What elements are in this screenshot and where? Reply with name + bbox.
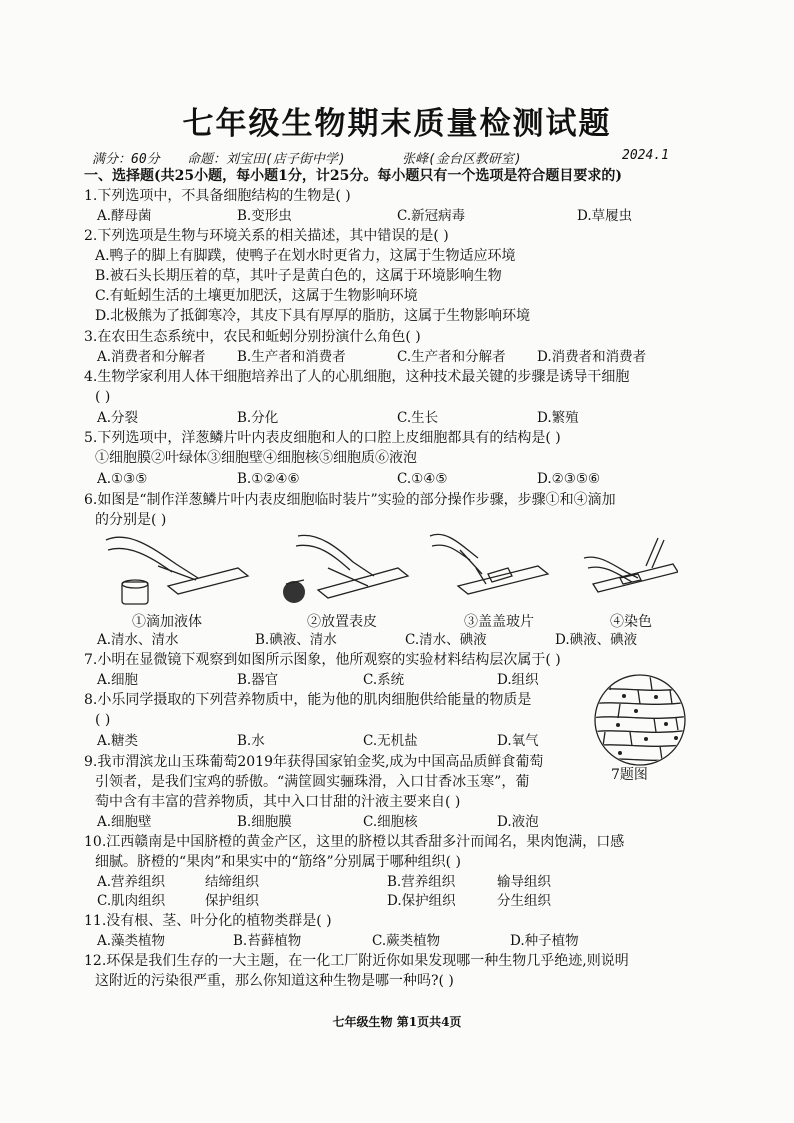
- q6-option-c: C.清水、碘液: [405, 632, 487, 648]
- question-2-stem: 2.下列选项是生物与环境关系的相关描述，其中错误的是( ): [84, 228, 449, 244]
- q8-option-d: D.氧气: [497, 733, 539, 749]
- step-2-caption: ②放置表皮: [307, 614, 377, 630]
- q4-option-a: A.分裂: [97, 410, 139, 426]
- question-10-stem-2: 细腻。脐橙的“果肉”和果实中的“筋络”分别属于哪种组织( ): [95, 854, 462, 870]
- question-11-stem: 11.没有根、茎、叶分化的植物类群是( ): [84, 913, 332, 929]
- q1-option-d: D.草履虫: [577, 208, 633, 224]
- q9-option-b: B.细胞膜: [237, 814, 292, 830]
- q6-option-d: D.碘液、碘液: [555, 632, 638, 648]
- slide-preparation-steps-figure: [98, 528, 678, 610]
- q5-option-b: B.①②④⑥: [237, 471, 300, 487]
- q5-items: ①细胞膜②叶绿体③细胞壁④细胞核⑤细胞质⑥液泡: [95, 450, 417, 466]
- q7-option-c: C.系统: [363, 672, 405, 688]
- q2-option-d: D.北极熊为了抵御寒冷，其皮下具有厚厚的脂肪，这属于生物影响环境: [95, 308, 531, 324]
- q5-option-c: C.①④⑤: [397, 471, 448, 487]
- coauthor-info: 张峰(金台区教研室): [402, 152, 522, 167]
- exam-date: 2024.1: [622, 148, 669, 163]
- step-4-drawing: [584, 538, 678, 592]
- q10-option-a-second: 结缔组织: [205, 874, 259, 890]
- q2-option-a: A.鸭子的脚上有脚蹼，使鸭子在划水时更省力，这属于生物适应环境: [95, 248, 516, 264]
- q8-option-b: B.水: [237, 733, 265, 749]
- question-8-bracket: ( ): [95, 712, 111, 728]
- q11-option-b: B.苔藓植物: [233, 933, 302, 949]
- q10-option-d: D.保护组织: [387, 893, 456, 909]
- q10-option-c-second: 保护组织: [205, 893, 259, 909]
- q8-option-a: A.糖类: [97, 733, 139, 749]
- q7-figure-caption: 7题图: [611, 767, 648, 783]
- question-6-stem-cont: 的分别是( ): [95, 512, 167, 528]
- step-3-caption: ③盖盖玻片: [464, 614, 534, 630]
- q1-option-c: C.新冠病毒: [397, 208, 466, 224]
- question-12-stem-2: 这附近的污染很严重，那么你知道这种生物是哪一种吗?( ): [95, 973, 454, 989]
- q9-option-a: A.细胞壁: [97, 814, 152, 830]
- exam-meta: [92, 148, 692, 168]
- question-9-stem: 9.我市渭滨龙山玉珠葡萄2019年获得国家铂金奖,成为中国高品质鲜食葡萄: [84, 754, 544, 770]
- score-info: 满分：60分: [92, 152, 160, 167]
- question-12-stem: 12.环保是我们生存的一大主题，在一化工厂附近你如果发现哪一种生物几乎绝迹,则说明: [84, 953, 629, 969]
- question-10-stem: 10.江西赣南是中国脐橙的黄金产区，这里的脐橙以其香甜多汁而闻名，果肉饱满，口感: [84, 834, 625, 850]
- q4-option-b: B.分化: [237, 410, 279, 426]
- question-9-stem-3: 萄中含有丰富的营养物质，其中入口甘甜的汁液主要来自( ): [95, 794, 461, 810]
- q5-option-a: A.①③⑤: [97, 471, 148, 487]
- q7-option-d: D.组织: [497, 672, 539, 688]
- q8-option-c: C.无机盐: [363, 733, 418, 749]
- q1-option-a: A.酵母菌: [97, 208, 152, 224]
- q9-option-d: D.液泡: [497, 814, 539, 830]
- q10-option-b-second: 输导组织: [497, 874, 551, 890]
- microscope-view-figure: [590, 672, 690, 768]
- step-3-drawing: [430, 534, 548, 594]
- step-2-drawing: [283, 535, 408, 603]
- q11-option-c: C.蕨类植物: [372, 933, 441, 949]
- q10-option-a: A.营养组织: [97, 874, 166, 890]
- q9-option-c: C.细胞核: [363, 814, 418, 830]
- page-title: 七年级生物期末质量检测试题: [182, 106, 612, 142]
- question-4-bracket: ( ): [95, 389, 111, 405]
- q11-option-a: A.藻类植物: [97, 933, 166, 949]
- q10-option-c: C.肌肉组织: [97, 893, 166, 909]
- q2-option-c: C.有蚯蚓生活的土壤更加肥沃，这属于生物影响环境: [95, 288, 418, 304]
- question-8-stem: 8.小乐同学摄取的下列营养物质中，能为他的肌肉细胞供给能量的物质是: [84, 692, 532, 708]
- q6-option-b: B.碘液、清水: [255, 632, 337, 648]
- question-1-stem: 1.下列选项中，不具备细胞结构的生物是( ): [84, 188, 351, 204]
- question-9-stem-2: 引领者，是我们宝鸡的骄傲。“满筐圆实骊珠滑，入口甘香冰玉寒”，葡: [95, 774, 530, 790]
- q7-option-a: A.细胞: [97, 672, 139, 688]
- q4-option-c: C.生长: [397, 410, 439, 426]
- q3-option-d: D.消费者和消费者: [537, 349, 647, 365]
- step-4-caption: ④染色: [610, 614, 652, 630]
- step-1-drawing: [106, 537, 248, 604]
- page-footer: 七年级生物 第1页共4页: [332, 1015, 462, 1029]
- question-5-stem: 5.下列选项中，洋葱鳞片叶内表皮细胞和人的口腔上皮细胞都具有的结构是( ): [84, 430, 561, 446]
- q3-option-c: C.生产者和分解者: [397, 349, 506, 365]
- q5-option-d: D.②③⑤⑥: [537, 471, 601, 487]
- question-3-stem: 3.在农田生态系统中，农民和蚯蚓分别扮演什么角色( ): [84, 329, 421, 345]
- question-7-stem: 7.小明在显微镜下观察到如图所示图象，他所观察的实验材料结构层次属于( ): [84, 652, 561, 668]
- question-4-stem: 4.生物学家利用人体干细胞培养出了人的心肌细胞，这种技术最关键的步骤是诱导干细胞: [84, 369, 630, 385]
- q2-option-b: B.被石头长期压着的草，其叶子是黄白色的，这属于环境影响生物: [95, 268, 502, 284]
- q3-option-a: A.消费者和分解者: [97, 349, 206, 365]
- author-info: 命题：刘宝田(店子街中学): [187, 152, 346, 167]
- step-1-caption: ①滴加液体: [132, 614, 202, 630]
- q7-option-b: B.器官: [237, 672, 279, 688]
- q1-option-b: B.变形虫: [237, 208, 292, 224]
- q6-option-a: A.清水、清水: [97, 632, 179, 648]
- section-heading: 一、选择题(共25小题，每小题1分，计25分。每小题只有一个选项是符合题目要求的): [84, 168, 622, 184]
- question-6-stem: 6.如图是“制作洋葱鳞片叶内表皮细胞临时装片”实验的部分操作步骤，步骤①和④滴加: [84, 492, 616, 508]
- q3-option-b: B.生产者和消费者: [237, 349, 346, 365]
- q4-option-d: D.繁殖: [537, 410, 579, 426]
- q10-option-d-second: 分生组织: [497, 893, 551, 909]
- q10-option-b: B.营养组织: [387, 874, 456, 890]
- q11-option-d: D.种子植物: [510, 933, 579, 949]
